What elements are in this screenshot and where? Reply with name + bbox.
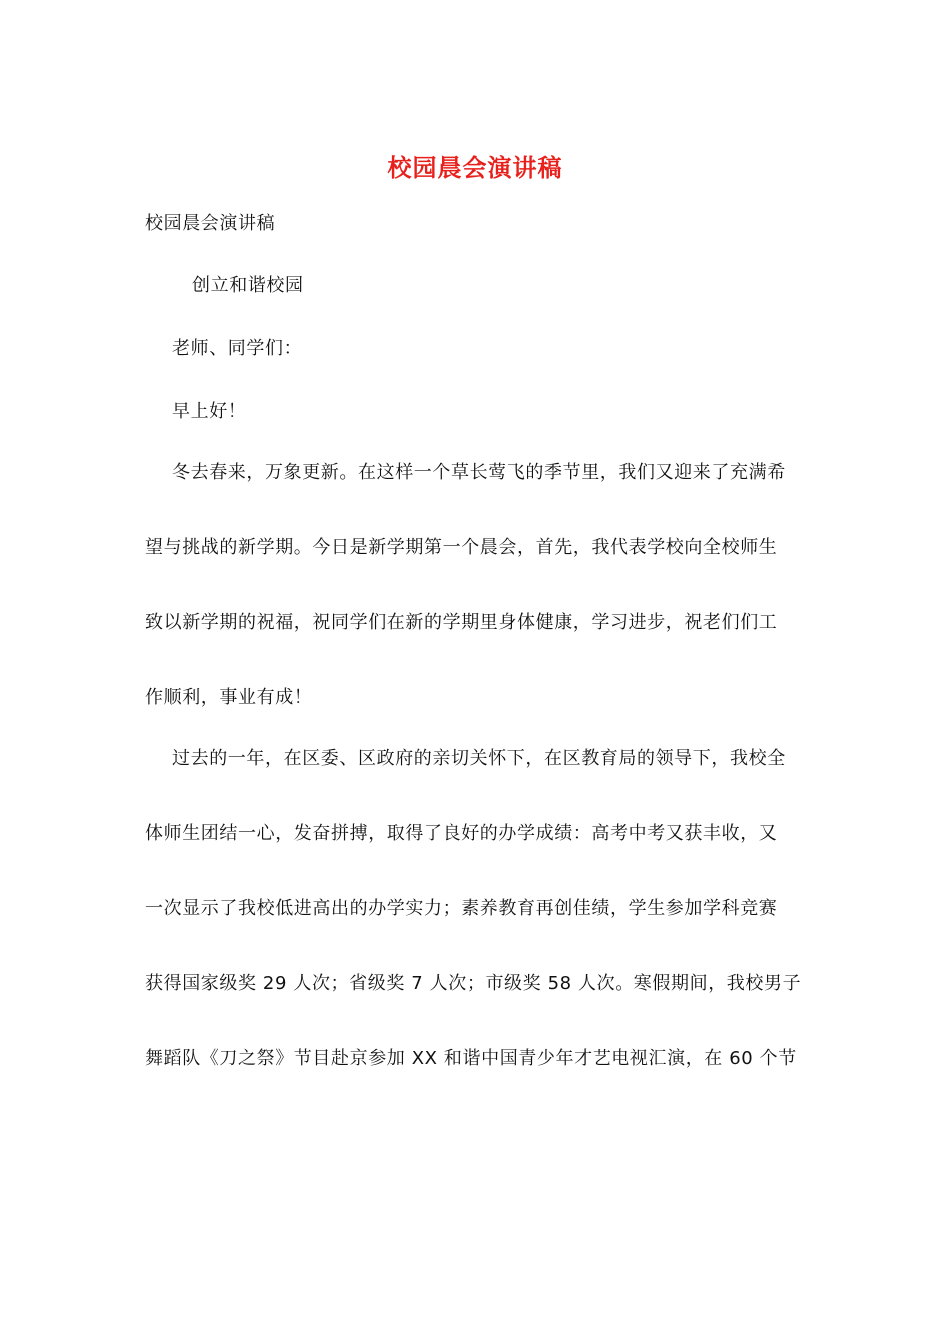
paragraph1-line3: 致以新学期的祝福，祝同学们在新的学期里身体健康，学习进步，祝老们们工 [145,612,778,633]
paragraph2-line3: 一次显示了我校低进高出的办学实力；素养教育再创佳绩，学生参加学科竞赛 [145,898,778,919]
paragraph1-line4: 作顺利，事业有成！ [145,687,313,708]
paragraph1-line2: 望与挑战的新学期。今日是新学期第一个晨会，首先，我代表学校向全校师生 [145,537,778,558]
greeting: 早上好！ [172,401,247,422]
paragraph2-line1: 过去的一年，在区委、区政府的亲切关怀下，在区教育局的领导下，我校全 [172,748,786,769]
paragraph1-line1: 冬去春来，万象更新。在这样一个草长莺飞的季节里，我们又迎来了充满希 [172,462,786,483]
salutation: 老师、同学们： [172,338,303,359]
document-title: 校园晨会演讲稿 [387,153,563,182]
paragraph2-line2: 体师生团结一心，发奋拼搏，取得了良好的办学成绩：高考中考又获丰收，又 [145,823,778,844]
speech-topic: 创立和谐校园 [192,275,304,296]
subtitle-line: 校园晨会演讲稿 [145,213,276,234]
paragraph2-line4: 获得国家级奖 29 人次；省级奖 7 人次；市级奖 58 人次。寒假期间，我校男子 [145,973,802,994]
paragraph2-line5: 舞蹈队《刀之祭》节目赴京参加 XX 和谐中国青少年才艺电视汇演，在 60 个节 [145,1048,797,1069]
